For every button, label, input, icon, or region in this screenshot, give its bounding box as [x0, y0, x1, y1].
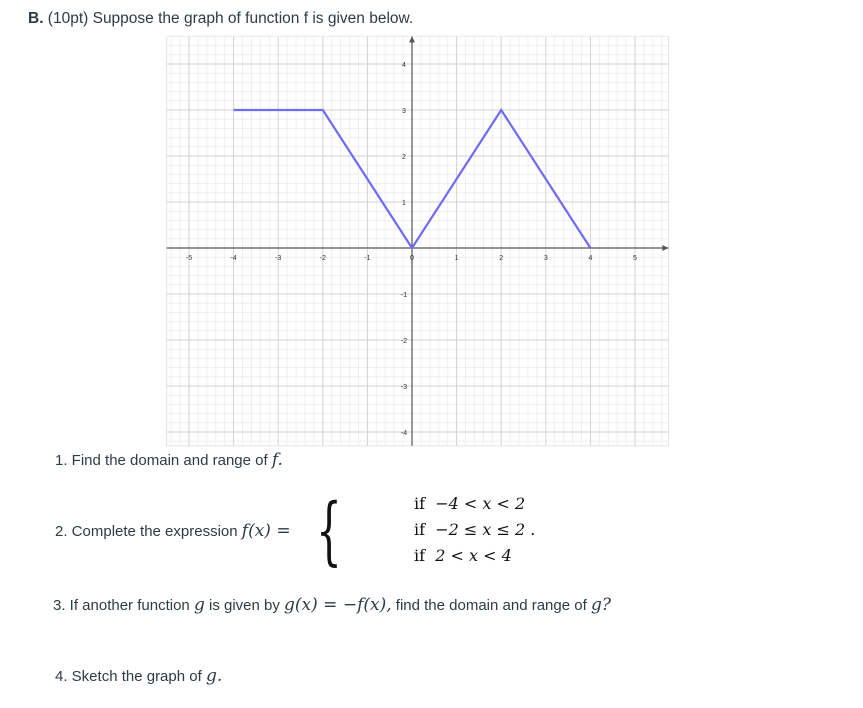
y-tick-label: -3	[400, 384, 408, 391]
question-2-math: f(x) =	[241, 521, 291, 541]
question-3-math-c: g?	[590, 595, 611, 615]
x-tick-label: 4	[588, 255, 593, 262]
case-1-if: if	[414, 494, 426, 513]
case-3-condition: 2 < x < 4	[435, 546, 512, 565]
case-row-1	[414, 494, 525, 513]
y-tick-label: -1	[400, 292, 408, 299]
case-row-3	[414, 546, 512, 565]
question-4-math: g.	[205, 666, 223, 686]
case-1-condition: −4 < x < 2	[435, 494, 526, 513]
question-4-text: 4. Sketch the graph of	[55, 668, 206, 685]
y-tick-label: 1	[402, 200, 406, 207]
y-tick-label: 4	[402, 62, 406, 69]
x-tick-label: 0	[410, 255, 414, 262]
question-3-text-a: 3. If another function	[53, 597, 194, 614]
x-tick-label: -1	[364, 255, 371, 262]
case-row-2	[414, 520, 535, 539]
question-2	[55, 521, 291, 541]
question-1-text: 1. Find the domain and range of	[55, 452, 272, 469]
piecewise-brace: {	[316, 488, 342, 574]
case-3-if: if	[414, 546, 426, 565]
y-tick-label: 3	[402, 108, 406, 115]
case-2-tail: .	[525, 520, 536, 539]
case-2-condition: −2 ≤ x ≤ 2	[435, 520, 526, 539]
question-3-math-b: g(x) = −f(x),	[284, 595, 392, 615]
y-tick-label: -4	[400, 430, 408, 437]
y-tick-label: -2	[400, 338, 408, 345]
problem-statement: (10pt) Suppose the graph of function f is given below.	[43, 10, 414, 27]
question-2-text: 2. Complete the expression	[55, 523, 242, 540]
x-tick-label: 3	[543, 255, 548, 262]
case-2-if: if	[414, 520, 426, 539]
x-tick-label: -3	[275, 255, 282, 262]
x-tick-label: -5	[185, 255, 193, 262]
question-1	[55, 450, 283, 470]
question-1-math: f.	[271, 450, 283, 470]
question-3-text-b: is given by	[204, 597, 285, 614]
question-3	[53, 595, 611, 615]
y-tick-label: 2	[402, 154, 406, 161]
x-tick-label: -2	[319, 255, 326, 262]
x-tick-label: 5	[633, 255, 637, 262]
x-tick-label: 1	[454, 255, 459, 262]
problem-label: B.	[28, 10, 44, 27]
question-3-math-a: g	[193, 595, 205, 615]
x-tick-label: 2	[499, 255, 504, 262]
question-3-text-c: find the domain and range of	[391, 597, 591, 614]
question-4	[55, 666, 222, 686]
x-tick-label: -4	[230, 255, 237, 262]
